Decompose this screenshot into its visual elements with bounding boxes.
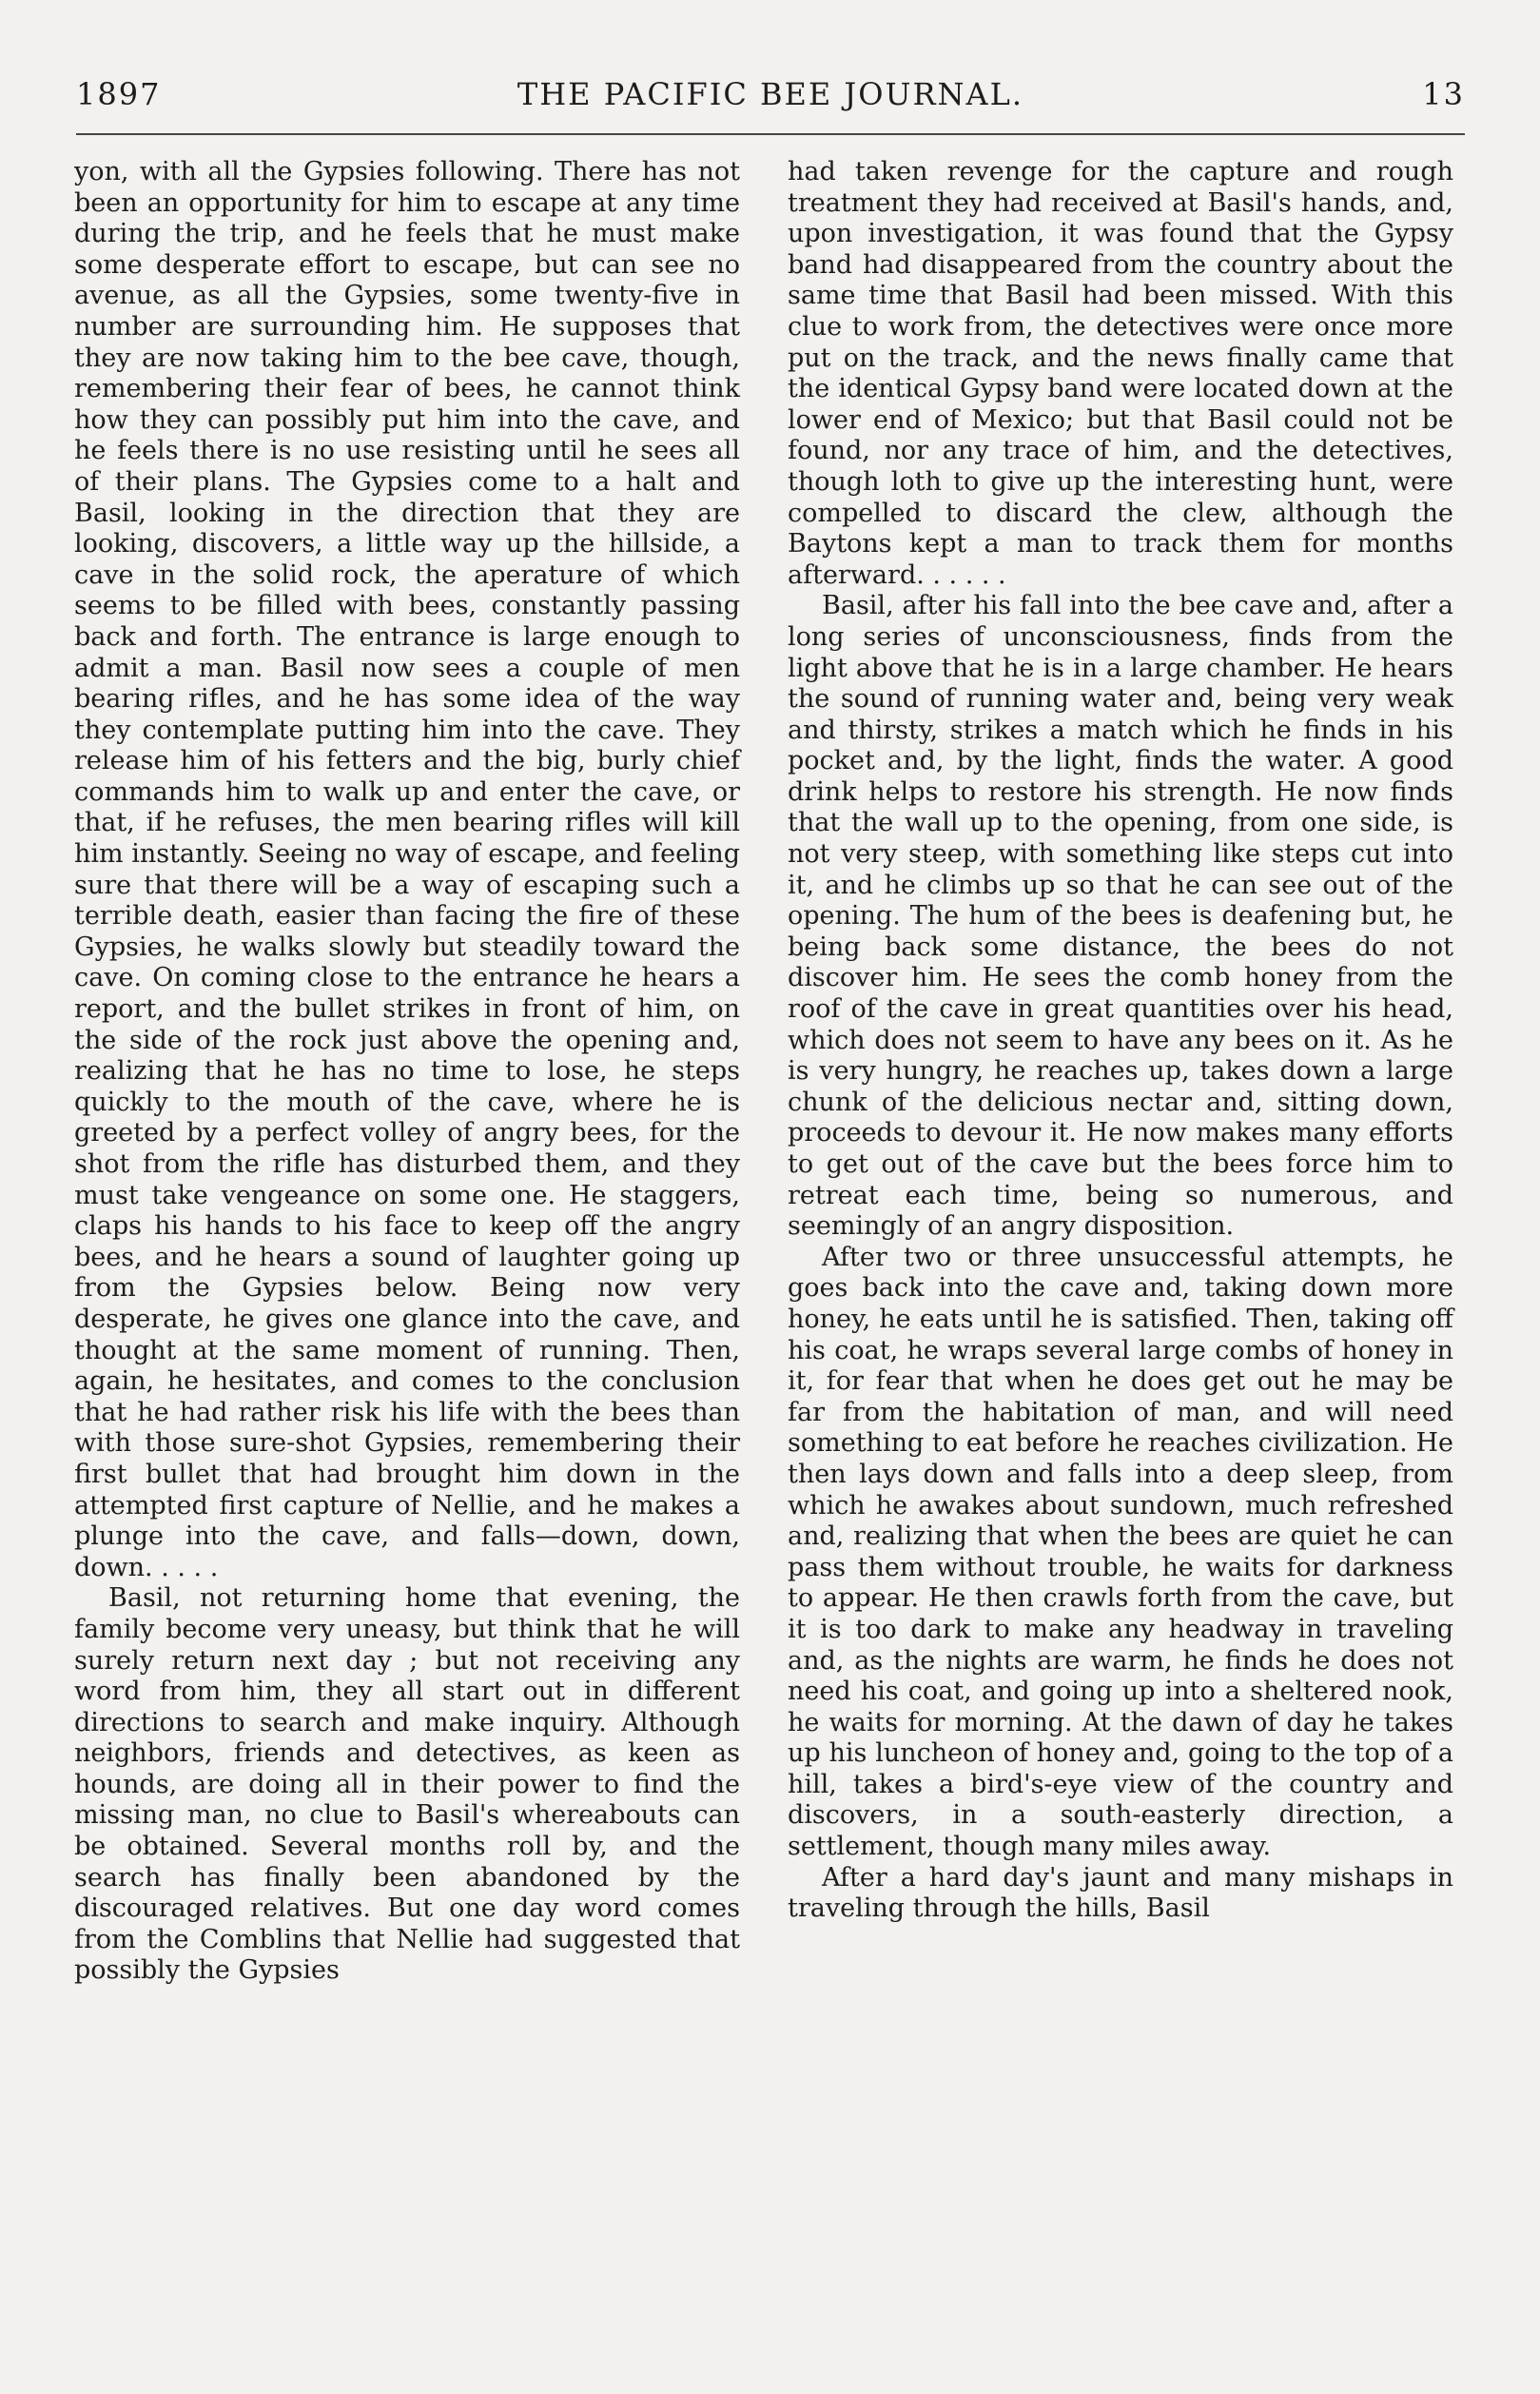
paragraph: After a hard day's jaunt and many mishaps in traveling through the hills, Basil	[788, 1862, 1453, 1924]
journal-title: THE PACIFIC BEE JOURNAL.	[517, 76, 1024, 112]
left-column	[74, 157, 740, 1987]
header-rule	[76, 133, 1465, 135]
right-column	[788, 157, 1453, 1925]
paragraph: After two or three unsuccessful attempts, he goes back into the cave and, taking down more honey, he eats until he is satisfied. Then, taking off his coat, he wraps several large combs of honey in it, for fear that when he does get out he may be far from the habitation of man, and will need something to eat before he reaches civilization. He then lays down and falls into a deep sleep, from which he awakes about sundown, much refreshed and, realizing that when the bees are quiet he can pass them without trouble, he waits for darkness to appear. He then crawls forth from the cave, but it is too dark to make any headway in traveling and, as the nights are warm, he finds he does not need his coat, and going up into a sheltered nook, he waits for morning. At the dawn of day he takes up his luncheon of honey and, going to the top of a hill, takes a bird's-eye view of the country and discovers, in a south-easterly direction, a settlement, though many miles away.	[788, 1242, 1453, 1862]
page-number: 13	[1422, 76, 1465, 112]
paragraph: had taken revenge for the capture and rough treatment they had received at Basil's hands, and, upon investigation, it was found that the Gypsy band had disappeared from the country about the same time that Basil had been missed. With this clue to work from, the detectives were once more put on the track, and the news finally came that the identical Gypsy band were located down at the lower end of Mexico; but that Basil could not be found, nor any trace of him, and the detectives, though loth to give up the interesting hunt, were compelled to discard the clew, although the Baytons kept a man to track them for months afterward. . . . . .	[788, 157, 1453, 590]
header-year: 1897	[76, 76, 162, 112]
paragraph: yon, with all the Gypsies following. There has not been an opportunity for him to escape at any time during the trip, and he feels that he must make some desperate effort to escape, but can see no avenue, as all the Gypsies, some twenty-five in number are surrounding him. He supposes that they are now taking him to the bee cave, though, remembering their fear of bees, he cannot think how they can possibly put him into the cave, and he feels there is no use resisting until he sees all of their plans. The Gypsies come to a halt and Basil, looking in the direction that they are looking, discovers, a little way up the hillside, a cave in the solid rock, the aperature of which seems to be filled with bees, constantly passing back and forth. The entrance is large enough to admit a man. Basil now sees a couple of men bearing rifles, and he has some idea of the way they contemplate putting him into the cave. They release him of his fetters and the big, burly chief commands him to walk up and enter the cave, or that, if he refuses, the men bearing rifles will kill him instantly. Seeing no way of escape, and feeling sure that there will be a way of escaping such a terrible death, easier than facing the fire of these Gypsies, he walks slowly but steadily toward the cave. On coming close to the entrance he hears a report, and the bullet strikes in front of him, on the side of the rock just above the opening and, realizing that he has no time to lose, he steps quickly to the mouth of the cave, where he is greeted by a perfect volley of angry bees, for the shot from the rifle has disturbed them, and they must take vengeance on some one. He staggers, claps his hands to his face to keep off the angry bees, and he hears a sound of laughter going up from the Gypsies below. Being now very desperate, he gives one glance into the cave, and thought at the same moment of running. Then, again, he hesitates, and comes to the conclusion that he had rather risk his life with the bees than with those sure-shot Gypsies, remembering their first bullet that had brought him down in the attempted first capture of Nellie, and he makes a plunge into the cave, and falls—down, down, down. . . . .	[74, 157, 740, 1582]
page-header	[76, 76, 1465, 124]
paragraph: Basil, not returning home that evening, the family become very uneasy, but think that he will surely return next day ; but not receiving any word from him, they all start out in different directions to search and make inquiry. Although neighbors, friends and detectives, as keen as hounds, are doing all in their power to find the missing man, no clue to Basil's whereabouts can be obtained. Several months roll by, and the search has finally been abandoned by the discouraged relatives. But one day word comes from the Comblins that Nellie had suggested that possibly the Gypsies	[74, 1583, 740, 1986]
paragraph: Basil, after his fall into the bee cave and, after a long series of unconsciousness, finds from the light above that he is in a large chamber. He hears the sound of running water and, being very weak and thirsty, strikes a match which he finds in his pocket and, by the light, finds the water. A good drink helps to restore his strength. He now finds that the wall up to the opening, from one side, is not very steep, with something like steps cut into it, and he climbs up so that he can see out of the opening. The hum of the bees is deafening but, he being back some distance, the bees do not discover him. He sees the comb honey from the roof of the cave in great quantities over his head, which does not seem to have any bees on it. As he is very hungry, he reaches up, takes down a large chunk of the delicious nectar and, sitting down, proceeds to devour it. He now makes many efforts to get out of the cave but the bees force him to retreat each time, being so numerous, and seemingly of an angry disposition.	[788, 591, 1453, 1242]
